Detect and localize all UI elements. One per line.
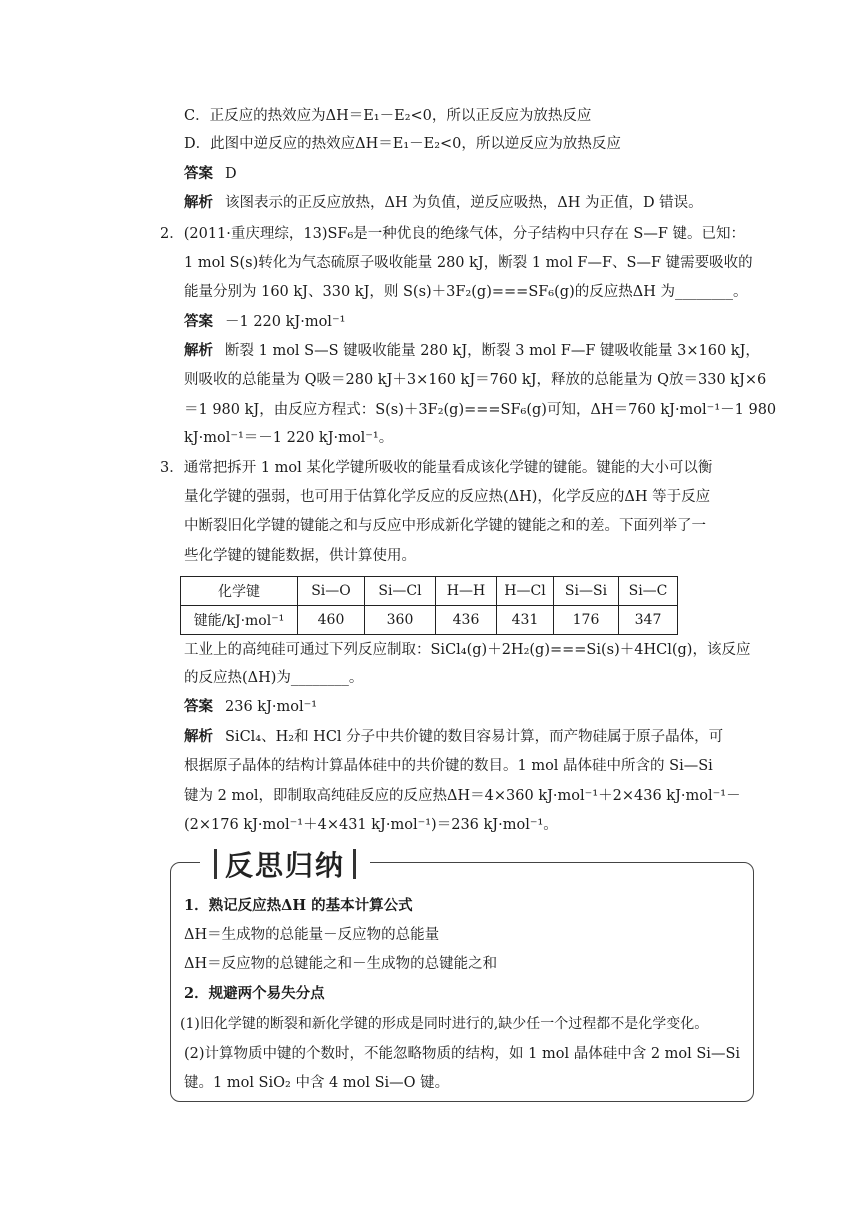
table-cell: 347 <box>619 606 678 635</box>
table-cell: 键能/kJ·mol⁻¹ <box>181 606 298 635</box>
analysis-label: 解析 <box>184 194 213 211</box>
answer-label: 答案 <box>184 165 213 182</box>
bond-energy-table <box>180 576 678 635</box>
analysis-text: 断裂 1 mol S—S 键吸收能量 280 kJ，断裂 3 mol F—F 键吸收能量 3×160 kJ， <box>225 343 760 359</box>
table-cell: Si—O <box>298 577 365 606</box>
summary-point-1: (1)旧化学键的断裂和新化学键的形成是同时进行的,缺少任一个过程都不是化学变化。 <box>180 1016 709 1032</box>
q3-line-4: 些化学键的键能数据，供计算使用。 <box>184 548 416 564</box>
table-cell: 化学键 <box>181 577 298 606</box>
analysis-text: SiCl₄、H₂和 HCl 分子中共价键的数目容易计算，而产物硅属于原子晶体，可 <box>225 729 724 745</box>
table-cell: 431 <box>497 606 554 635</box>
summary-heading-text: 反思归纳 <box>225 849 346 882</box>
q3-line-2: 量化学键的强弱，也可用于估算化学反应的反应热(ΔH)，化学反应的ΔH 等于反应 <box>184 489 711 505</box>
q3-analysis-3: 键为 2 mol，即制取高纯硅反应的反应热ΔH＝4×360 kJ·mol⁻¹＋2×436 kJ·mol⁻¹－ <box>184 788 741 804</box>
table-cell: 436 <box>436 606 497 635</box>
q2-analysis-4: kJ·mol⁻¹＝－1 220 kJ·mol⁻¹。 <box>184 430 394 446</box>
q3-analysis-4: (2×176 kJ·mol⁻¹＋4×431 kJ·mol⁻¹)＝236 kJ·mol⁻¹。 <box>184 817 558 833</box>
table-cell: Si—C <box>619 577 678 606</box>
table-header-row <box>181 577 678 606</box>
table-cell: 176 <box>554 606 619 635</box>
heading-bar-right <box>353 849 356 879</box>
table-cell: 460 <box>298 606 365 635</box>
q3-analysis-1 <box>184 727 723 747</box>
analysis-text: 该图表示的正反应放热，ΔH 为负值，逆反应吸热，ΔH 为正值，D 错误。 <box>225 195 703 211</box>
table-row <box>181 606 678 635</box>
summary-formula-2: ΔH＝反应物的总键能之和－生成物的总键能之和 <box>184 956 498 972</box>
q2-line-1: 2．(2011·重庆理综，13)SF₆是一种优良的绝缘气体，分子结构中只存在 S—F 键。已知： <box>160 226 746 242</box>
option-c: C．正反应的热效应为ΔH＝E₁－E₂<0，所以正反应为放热反应 <box>184 108 592 124</box>
q3-after-2: 的反应热(ΔH)为________。 <box>184 670 364 686</box>
table-cell: Si—Cl <box>365 577 436 606</box>
answer-value: D <box>225 166 237 182</box>
summary-item-2-title: 2．规避两个易失分点 <box>184 985 325 1002</box>
answer-value: 236 kJ·mol⁻¹ <box>225 699 318 715</box>
answer-value: －1 220 kJ·mol⁻¹ <box>225 314 346 330</box>
q1-analysis <box>184 193 703 213</box>
option-d: D．此图中逆反应的热效应ΔH＝E₁－E₂<0，所以逆反应为放热反应 <box>184 136 621 152</box>
q2-line-2: 1 mol S(s)转化为气态硫原子吸收能量 280 kJ，断裂 1 mol F—F、S—F 键需要吸收的 <box>184 255 753 271</box>
summary-point-2-line-1: (2)计算物质中键的个数时，不能忽略物质的结构，如 1 mol 晶体硅中含 2 mol Si—Si <box>184 1046 741 1062</box>
summary-formula-1: ΔH＝生成物的总能量－反应物的总能量 <box>184 927 440 943</box>
q2-answer <box>184 312 345 332</box>
q3-line-1: 3．通常把拆开 1 mol 某化学键所吸收的能量看成该化学键的键能。键能的大小可以衡 <box>160 460 713 476</box>
heading-bar-left <box>214 849 217 879</box>
table-cell: Si—Si <box>554 577 619 606</box>
answer-label: 答案 <box>184 698 213 715</box>
answer-label: 答案 <box>184 313 213 330</box>
summary-item-1-title: 1．熟记反应热ΔH 的基本计算公式 <box>184 897 413 914</box>
q2-analysis-1 <box>184 341 760 361</box>
q3-after-1: 工业上的高纯硅可通过下列反应制取：SiCl₄(g)＋2H₂(g)===Si(s)＋4HCl(g)，该反应 <box>184 642 751 658</box>
q3-analysis-2: 根据原子晶体的结构计算晶体硅中的共价键的数目。1 mol 晶体硅中所含的 Si—Si <box>184 758 713 774</box>
table-cell: 360 <box>365 606 436 635</box>
analysis-label: 解析 <box>184 728 213 745</box>
q2-analysis-2: 则吸收的总能量为 Q吸＝280 kJ＋3×160 kJ＝760 kJ，释放的总能量为 Q放＝330 kJ×6 <box>184 372 767 388</box>
q3-answer <box>184 697 317 717</box>
q3-line-3: 中断裂旧化学键的键能之和与反应中形成新化学键的键能之和的差。下面列举了一 <box>184 518 706 534</box>
analysis-label: 解析 <box>184 342 213 359</box>
table-cell: H—H <box>436 577 497 606</box>
table-cell: H—Cl <box>497 577 554 606</box>
summary-heading <box>200 846 370 882</box>
summary-point-2-line-2: 键。1 mol SiO₂ 中含 4 mol Si—O 键。 <box>184 1075 450 1091</box>
q2-analysis-3: ＝1 980 kJ，由反应方程式：S(s)＋3F₂(g)===SF₆(g)可知，ΔH＝760 kJ·mol⁻¹－1 980 <box>184 402 777 418</box>
q2-line-3: 能量分别为 160 kJ、330 kJ，则 S(s)＋3F₂(g)===SF₆(g)的反应热ΔH 为________。 <box>184 284 748 300</box>
q1-answer <box>184 164 237 184</box>
